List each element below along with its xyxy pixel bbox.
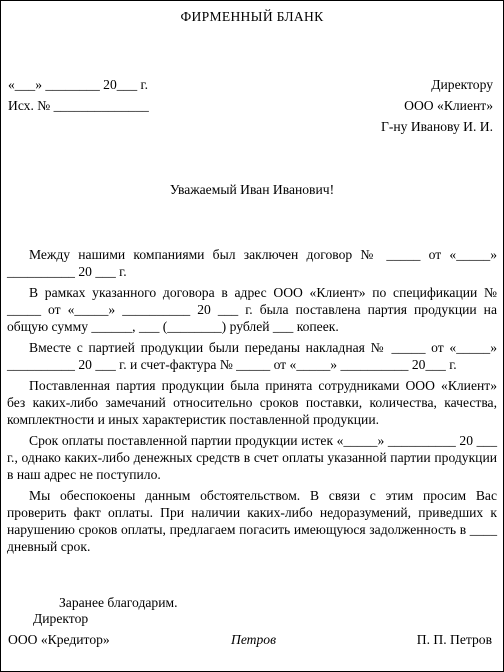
addressee-name: Г-ну Иванову И. И. <box>381 119 493 134</box>
paragraph-contract: Между нашими компаниями был заключен договор № _____ от «_____» __________ 20 ___ г. <box>7 247 497 279</box>
paragraph-delivery: В рамках указанного договора в адрес ООО «Клиент» по спецификации № _____ от «_____» __________ 20 ___ г. была поставлена партия продукции на общую сумму ______, ___ (________) рублей ___ копеек. <box>7 285 497 334</box>
signature-organization: ООО «Кредитор» <box>8 632 110 647</box>
paragraph-documents: Вместе с партией продукции были переданы накладная № _____ от «_____» __________ 20 ___ г. и счет-фактура № _____ от «_____» __________ 20___ г. <box>7 340 497 372</box>
paragraph-payment-term: Срок оплаты поставленной партии продукции истек «_____» __________ 20 ___ г., однако каких-либо денежных средств в счет оплаты указанной партии продукции в наш адрес не поступило. <box>7 433 497 482</box>
salutation: Уважаемый Иван Иванович! <box>169 182 335 197</box>
date-line: «___» ________ 20___ г. <box>8 77 148 92</box>
paragraph-request: Мы обеспокоены данным обстоятельством. В связи с этим просим Вас проверить факт оплаты. При наличии каких-либо недоразумений, приведших к нарушению сроков оплаты, предлагаем погасить имеющуюся задолженность в ____ дневный срок. <box>7 488 497 554</box>
closing-phrase: Заранее благодарим. <box>59 595 178 610</box>
paragraph-acceptance: Поставленная партия продукции была принята сотрудниками ООО «Клиент» без каких-либо замечаний относительно сроков поставки, количества, качества, комплектности и иных характеристик поставленной продукции. <box>7 378 497 427</box>
outgoing-number-line: Исх. № ______________ <box>8 98 149 113</box>
letterhead-title: ФИРМЕННЫЙ БЛАНК <box>180 9 324 24</box>
signature-title: Директор <box>33 611 89 626</box>
letter-body <box>7 246 497 559</box>
addressee-position: Директору <box>431 77 493 92</box>
handwritten-signature: Петров <box>231 632 276 647</box>
signatory-name: П. П. Петров <box>416 632 492 647</box>
addressee-company: ООО «Клиент» <box>404 98 493 113</box>
